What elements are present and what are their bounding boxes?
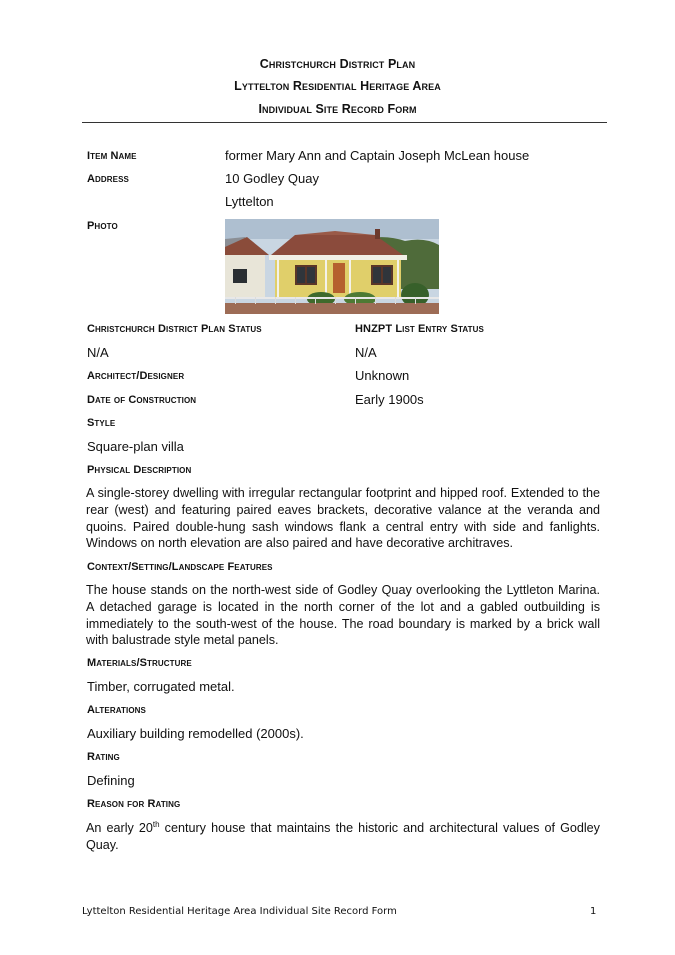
item-name-label: Item Name — [87, 150, 137, 162]
context-text: The house stands on the north-west side of Godley Quay overlooking the Lyttleton Marina. A detached garage is located in the north corner of the lot and a gabled outbuilding is immediately to the south-west of the house. The road boundary is marked by a brick wall with balustrade style metal panels. — [86, 583, 600, 648]
alterations-value: Auxiliary building remodelled (2000s). — [87, 726, 304, 741]
materials-label: Materials/Structure — [87, 657, 192, 669]
hnzpt-status-label: HNZPT List Entry Status — [355, 323, 484, 335]
reason-text-end: century house that maintains the historic and architectural values of Godley Quay. — [86, 821, 600, 852]
header-divider — [82, 122, 607, 123]
header-title-district-plan: Christchurch District Plan — [259, 57, 416, 71]
footer-title: Lyttelton Residential Heritage Area Individual Site Record Form — [82, 906, 397, 917]
house-photo — [225, 219, 439, 314]
reason-for-rating-text — [86, 820, 600, 854]
rating-label: Rating — [87, 751, 120, 763]
date-of-construction-value: Early 1900s — [355, 392, 424, 407]
physical-description-label: Physical Description — [87, 464, 192, 476]
district-plan-status-value: N/A — [87, 345, 109, 360]
materials-value: Timber, corrugated metal. — [87, 679, 235, 694]
reason-text-superscript: th — [152, 819, 160, 829]
architect-value: Unknown — [355, 368, 410, 383]
district-plan-status-label: Christchurch District Plan Status — [87, 323, 262, 335]
address-label: Address — [87, 173, 129, 185]
header-title-heritage-area: Lyttelton Residential Heritage Area — [234, 79, 441, 93]
hnzpt-status-value: N/A — [355, 345, 377, 360]
photo-label: Photo — [87, 220, 118, 232]
physical-description-text: A single-storey dwelling with irregular rectangular footprint and hipped roof. Extended to the rear (west) and featuring paired eaves brackets, decorative valance at the veranda and quoins. Paired double-hung sash windows flank a central entry with side and fanlights. Windows on north elevation are also paired and have decorative architraves. — [86, 486, 600, 551]
rating-value: Defining — [87, 773, 135, 788]
header-title-record-form: Individual Site Record Form — [258, 102, 417, 116]
address-line1: 10 Godley Quay — [225, 171, 319, 186]
reason-for-rating-label: Reason for Rating — [87, 798, 181, 810]
address-line2: Lyttelton — [225, 194, 274, 209]
item-name-value: former Mary Ann and Captain Joseph McLean house — [225, 148, 530, 163]
alterations-label: Alterations — [87, 704, 146, 716]
page-number: 1 — [590, 906, 597, 917]
date-of-construction-label: Date of Construction — [87, 394, 197, 406]
reason-text-start: An early 20 — [86, 821, 153, 835]
context-label: Context/Setting/Landscape Features — [87, 561, 273, 573]
style-value: Square-plan villa — [87, 439, 184, 454]
architect-label: Architect/Designer — [87, 370, 185, 382]
style-label: Style — [87, 417, 116, 429]
